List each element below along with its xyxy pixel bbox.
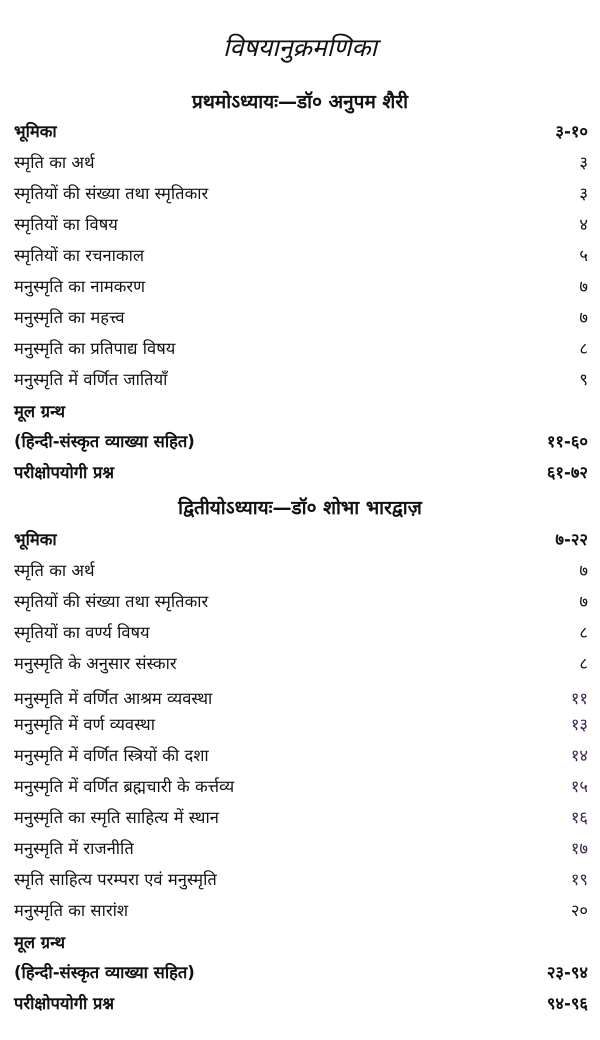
toc-entry-label: स्मृतियों की संख्या तथा स्मृतिकार bbox=[14, 183, 209, 203]
toc-entry-page: ९४-९६ bbox=[546, 993, 588, 1013]
toc-entry-label: मनुस्मृति का स्मृति साहित्य में स्थान bbox=[14, 807, 219, 827]
toc-entry bbox=[14, 271, 588, 299]
toc-entry-label: मनुस्मृति में वर्णित आश्रम व्यवस्था bbox=[14, 688, 213, 708]
toc-entry-page: २० bbox=[570, 900, 588, 920]
toc-entry bbox=[14, 802, 588, 830]
toc-entry-label: मनुस्मृति का प्रतिपाद्य विषय bbox=[14, 338, 176, 358]
toc-entry bbox=[14, 457, 588, 485]
toc-entry-label: स्मृति का अर्थ bbox=[14, 560, 95, 580]
toc-entry bbox=[14, 116, 588, 144]
toc-entry bbox=[14, 864, 588, 892]
toc-entry-label: परीक्षोपयोगी प्रश्न bbox=[14, 993, 115, 1013]
toc-entry bbox=[14, 683, 588, 711]
toc-entry-page: ७ bbox=[579, 560, 588, 580]
toc-entry-page: ७-२२ bbox=[555, 529, 588, 549]
toc-entry-page: ११ bbox=[570, 688, 588, 708]
toc-entry-page: ८ bbox=[579, 622, 588, 642]
toc-entry-label: मनुस्मृति में वर्ण व्यवस्था bbox=[14, 714, 155, 734]
toc-entry bbox=[14, 209, 588, 237]
toc-entry bbox=[14, 617, 588, 645]
toc-entry-page: ३ bbox=[579, 183, 588, 203]
toc-entry-page: १४ bbox=[570, 745, 588, 765]
toc-entry-label: मनुस्मृति का नामकरण bbox=[14, 276, 146, 296]
toc-entry-label: स्मृति का अर्थ bbox=[14, 152, 95, 172]
toc-entry-page: ४ bbox=[579, 214, 588, 234]
toc-entry bbox=[14, 426, 588, 454]
toc-entry-page: १९ bbox=[570, 869, 588, 889]
toc-entry bbox=[14, 771, 588, 799]
toc-entry bbox=[14, 957, 588, 985]
toc-entry-label: मनुस्मृति में वर्णित ब्रह्मचारी के कर्त्तव्य bbox=[14, 776, 235, 796]
toc-entry-label: परीक्षोपयोगी प्रश्न bbox=[14, 462, 115, 482]
toc-entry bbox=[14, 833, 588, 861]
toc-entry bbox=[14, 178, 588, 206]
toc-entry-label: भूमिका bbox=[14, 529, 57, 549]
toc-entry bbox=[14, 895, 588, 923]
toc-entry-label: मूल ग्रन्थ bbox=[14, 932, 66, 952]
toc-entry-page: ७ bbox=[579, 591, 588, 611]
toc-entry bbox=[14, 364, 588, 392]
toc-entry-page: ११-६० bbox=[546, 431, 588, 451]
toc-entry bbox=[14, 740, 588, 768]
toc-entry-label: स्मृति साहित्य परम्परा एवं मनुस्मृति bbox=[14, 869, 217, 889]
toc-entry-page: ६१-७२ bbox=[546, 462, 588, 482]
toc-entry-page: ८ bbox=[579, 653, 588, 673]
page-title: विषयानुक्रमणिका bbox=[222, 33, 378, 62]
toc-entry bbox=[14, 586, 588, 614]
toc-entry bbox=[14, 524, 588, 552]
toc-entry bbox=[14, 396, 588, 424]
toc-entry-page: ५ bbox=[579, 245, 588, 265]
toc-entry-page: १७ bbox=[570, 838, 588, 858]
toc-entry-label: स्मृतियों की संख्या तथा स्मृतिकार bbox=[14, 591, 209, 611]
chapter-2-heading: द्वितीयोऽध्यायः—डॉ० शोभा भारद्वाज़ bbox=[178, 497, 422, 519]
toc-entry-label: मनुस्मृति का महत्त्व bbox=[14, 307, 125, 327]
toc-entry-page: ७ bbox=[579, 276, 588, 296]
toc-entry-page: ९ bbox=[579, 369, 588, 389]
toc-entry-label: मूल ग्रन्थ bbox=[14, 401, 66, 421]
toc-entry-label: स्मृतियों का वर्ण्य विषय bbox=[14, 622, 150, 642]
toc-entry bbox=[14, 648, 588, 676]
toc-entry-label: मनुस्मृति में राजनीति bbox=[14, 838, 134, 858]
toc-entry-label: मनुस्मृति में वर्णित स्त्रियों की दशा bbox=[14, 745, 209, 765]
toc-entry-label: मनुस्मृति का सारांश bbox=[14, 900, 129, 920]
toc-entry-page: १३ bbox=[570, 714, 588, 734]
toc-entry bbox=[14, 988, 588, 1016]
toc-entry bbox=[14, 333, 588, 361]
toc-entry-page: ७ bbox=[579, 307, 588, 327]
toc-entry-page: ३ bbox=[579, 152, 588, 172]
toc-entry-label: स्मृतियों का रचनाकाल bbox=[14, 245, 145, 265]
toc-entry bbox=[14, 302, 588, 330]
toc-entry-label: मनुस्मृति के अनुसार संस्कार bbox=[14, 653, 177, 673]
toc-entry-page: ८ bbox=[579, 338, 588, 358]
toc-entry bbox=[14, 555, 588, 583]
toc-entry-label: (हिन्दी-संस्कृत व्याख्या सहित) bbox=[14, 962, 195, 982]
toc-entry bbox=[14, 240, 588, 268]
toc-entry bbox=[14, 147, 588, 175]
toc-entry-label: (हिन्दी-संस्कृत व्याख्या सहित) bbox=[14, 431, 195, 451]
toc-entry-label: भूमिका bbox=[14, 121, 57, 141]
toc-entry-label: स्मृतियों का विषय bbox=[14, 214, 118, 234]
chapter-1-heading: प्रथमोऽध्यायः—डॉ० अनुपम शैरी bbox=[191, 91, 409, 113]
toc-entry-page: १६ bbox=[570, 807, 588, 827]
toc-entry bbox=[14, 927, 588, 955]
toc-entry bbox=[14, 709, 588, 737]
toc-entry-page: ३-१० bbox=[555, 121, 588, 141]
toc-entry-label: मनुस्मृति में वर्णित जातियाँ bbox=[14, 369, 168, 389]
toc-entry-page: १५ bbox=[570, 776, 588, 796]
toc-entry-page: २३-९४ bbox=[546, 962, 588, 982]
